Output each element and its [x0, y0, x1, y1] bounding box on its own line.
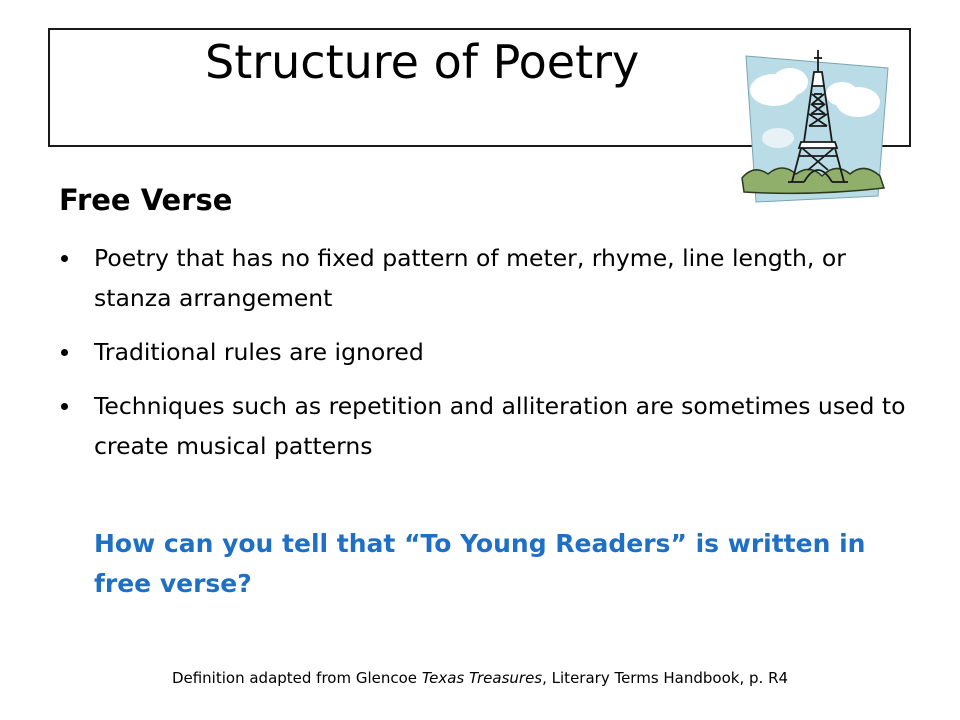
citation-title: Texas Treasures [421, 669, 543, 687]
bullet-item [59, 238, 919, 318]
bullet-dot-icon [61, 349, 68, 356]
bullet-text: Poetry that has no fixed pattern of meter, rhyme, line length, or stanza arrangement [94, 244, 846, 312]
slide-title: Structure of Poetry [205, 35, 640, 89]
bullet-text: Techniques such as repetition and alliteration are sometimes used to create musical patterns [94, 392, 906, 460]
bullet-dot-icon [61, 403, 68, 410]
section-heading: Free Verse [59, 183, 233, 217]
bullet-item [59, 386, 919, 466]
bullet-item [59, 332, 919, 372]
eiffel-tower-icon [738, 46, 890, 208]
bullet-list [59, 238, 919, 480]
citation-suffix: , Literary Terms Handbook, p. R4 [542, 669, 789, 687]
citation-prefix: Definition adapted from Glencoe [171, 669, 422, 687]
source-citation [0, 668, 960, 688]
discussion-question: How can you tell that “To Young Readers” is written in free verse? [94, 529, 866, 598]
bullet-text: Traditional rules are ignored [94, 338, 424, 366]
bullet-dot-icon [61, 255, 68, 262]
